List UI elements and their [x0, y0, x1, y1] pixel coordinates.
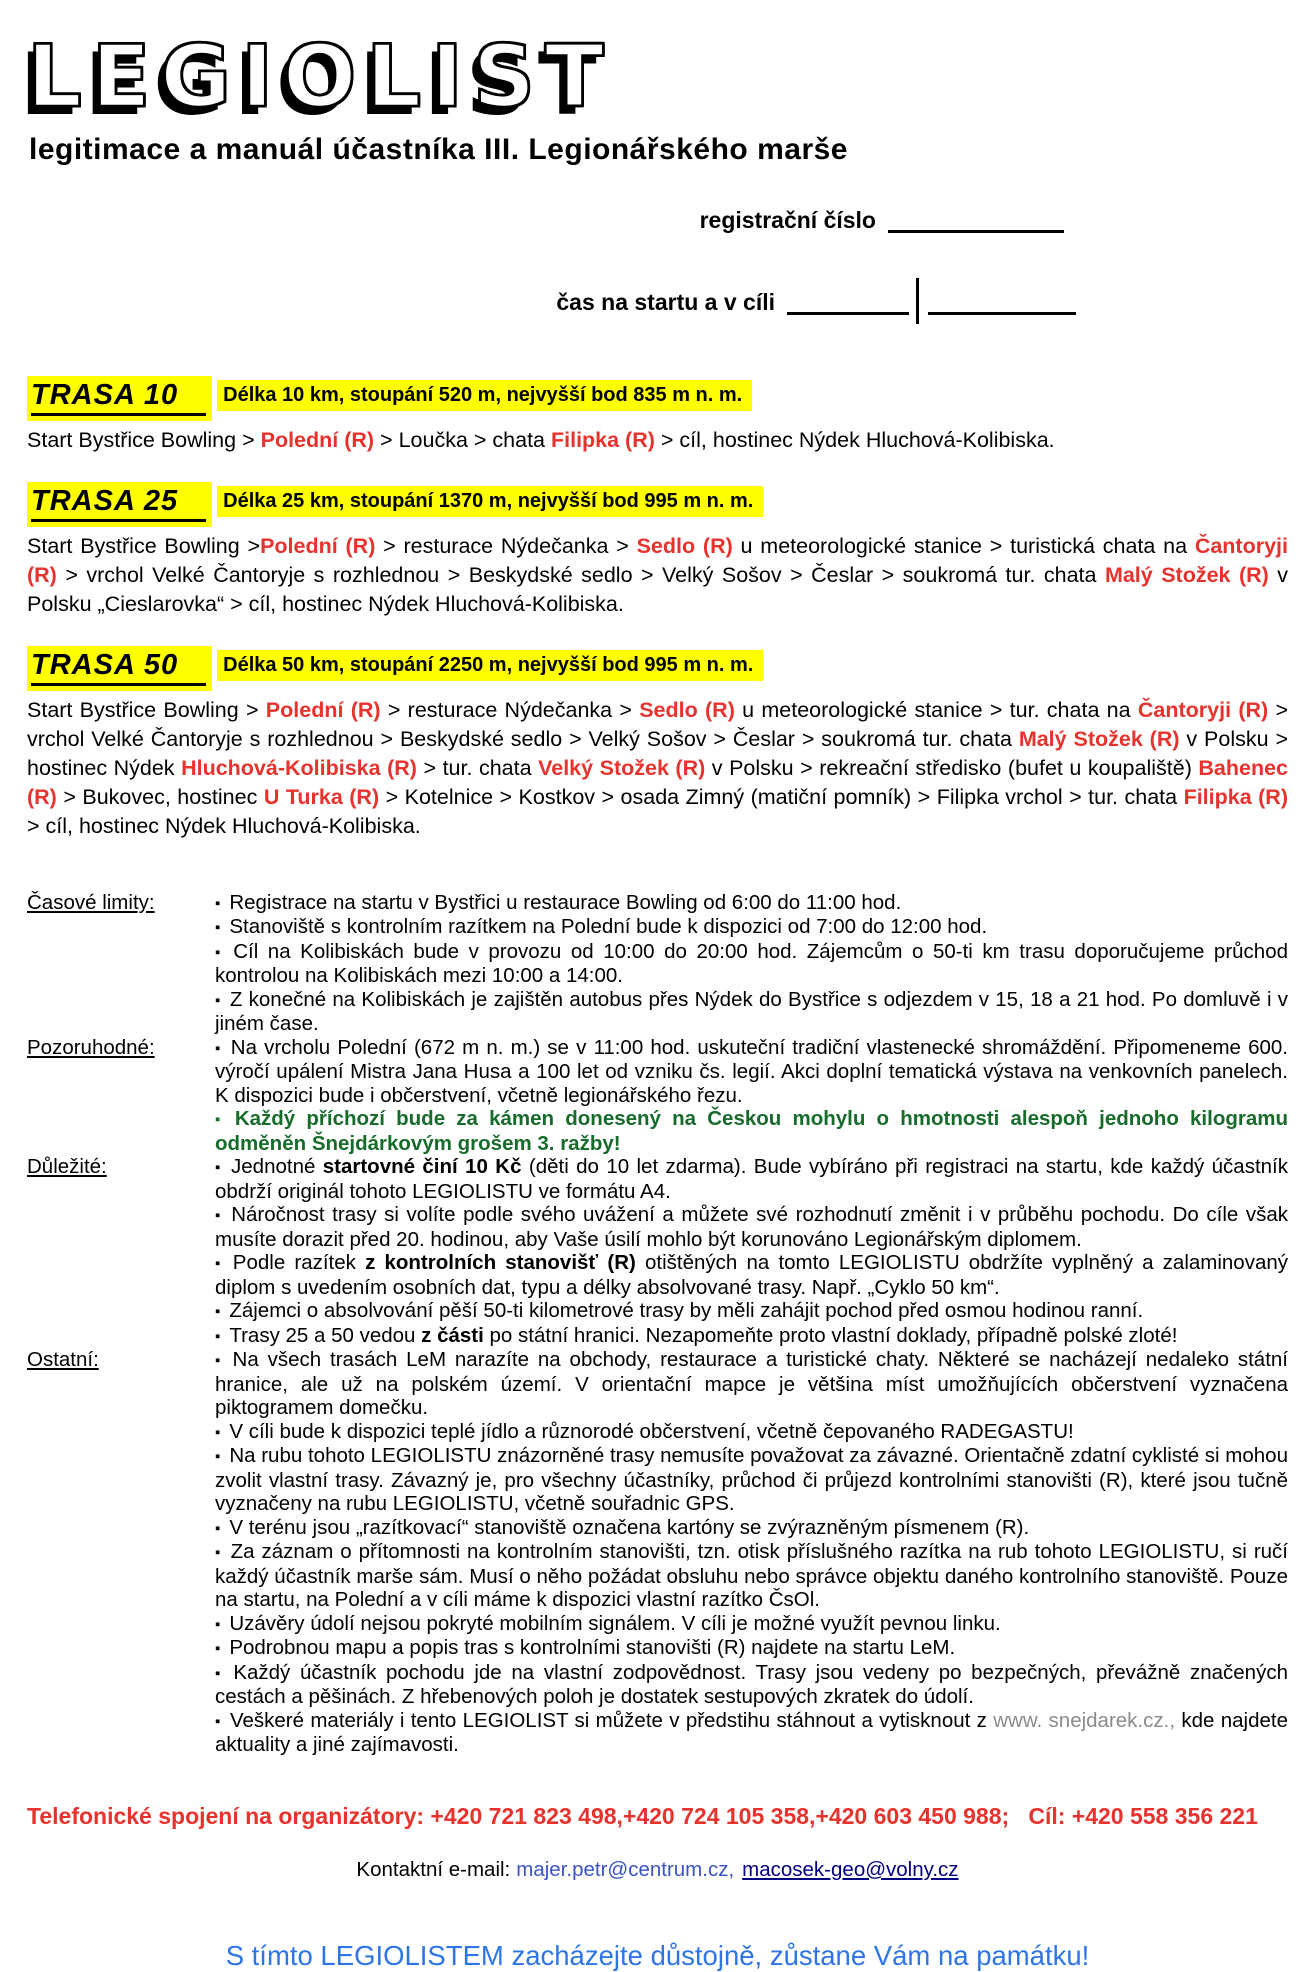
section-casove-limity [27, 891, 1288, 1036]
route-itinerary [27, 532, 1288, 619]
route-name-highlight [27, 646, 212, 691]
list-item [215, 1036, 1288, 1108]
bullet-icon: ▪ [215, 1255, 224, 1273]
start-finish-time-label: čas na startu a v cíli [556, 288, 775, 315]
bullet-icon: ▪ [215, 894, 221, 912]
section-items [215, 1155, 1288, 1348]
list-item [215, 1636, 1288, 1661]
bullet-icon: ▪ [215, 1615, 221, 1633]
text-run: > cíl, hostinec Nýdek Hluchová-Kolibiska. [654, 427, 1055, 452]
text-run: > resturace Nýdečanka > [375, 533, 637, 558]
bullet-icon: ▪ [215, 1712, 221, 1730]
list-item [215, 1516, 1288, 1541]
page-title: LEGIOLIST [27, 27, 614, 127]
bullet-icon: ▪ [215, 1519, 221, 1537]
bullet-icon: ▪ [215, 1640, 221, 1658]
text-run: v Polsku > hostinec Nýdek [27, 726, 1289, 780]
email-link-primary[interactable]: majer.petr@centrum.cz, [516, 1857, 735, 1881]
bullet-icon: ▪ [215, 1039, 222, 1057]
text-run: Podle razítek [232, 1251, 366, 1275]
section-dulezite [27, 1155, 1288, 1348]
text-run: > Bukovec, hostinec [56, 784, 264, 809]
list-item [215, 1612, 1288, 1637]
text-run: Veškeré materiály i tento LEGIOLIST si můžete v předstihu stáhnout a vytisknout z [229, 1708, 994, 1732]
text-run: > tur. chata [416, 755, 539, 780]
text-run: Cíl na Kolibiskách bude v provozu od 10:00 do 20:00 hod. Zájemcům o 50-ti km trasu doporučujeme průchod kontrolou na Kolibiskách mezi 10:00 a 14:00. [215, 939, 1288, 988]
registration-number-label: registrační číslo [699, 206, 876, 233]
text-run: Registrace na startu v Bystřici u restaurace Bowling od 6:00 do 11:00 hod. [229, 890, 902, 914]
text-run: po státní hranici. Nezapomeňte proto vlastní doklady, případně polské zloté! [483, 1323, 1178, 1347]
routes-list [27, 376, 1288, 841]
list-item [215, 915, 1288, 940]
route-trasa-50 [27, 646, 1288, 841]
text-run: Za záznam o přítomnosti na kontrolním stanovišti, tzn. otisk příslušného razítka na rub tohoto LEGIOLISTU, si ručí každý účastník marše sám. Musí o něho požádat obsluhu nebo správce objektu daného kontrolního stanoviště. Pouze na startu, na Polední a v cíli máme k dispozici vlastní razítko ČsOl. [215, 1540, 1288, 1612]
route-name-highlight [27, 482, 212, 527]
route-summary: Délka 50 km, stoupání 2250 m, nejvyšší bod 995 m n. m. [217, 650, 763, 681]
bullet-icon: ▪ [215, 1423, 221, 1441]
text-run: Sedlo (R) [636, 533, 733, 558]
section-label: Pozoruhodné: [27, 1035, 155, 1059]
text-run: Jednotné [231, 1155, 323, 1179]
email-label: Kontaktní e-mail: [356, 1857, 511, 1881]
text-run: z části [421, 1323, 484, 1347]
route-summary: Délka 25 km, stoupání 1370 m, nejvyšší bod 995 m n. m. [217, 486, 763, 517]
text-run: otištěných na tomto LEGIOLISTU obdržíte vyplněný a zalaminovaný diplom s uvedením osobních dat, typu a délky absolvované trasy. Např. „Cyklo 50 km“. [215, 1251, 1289, 1299]
text-run: Sedlo (R) [639, 697, 735, 722]
text-run: Trasy 25 a 50 vedou [229, 1323, 422, 1347]
text-run: > cíl, hostinec Nýdek Hluchová-Kolibiska. [27, 813, 421, 838]
text-run: > Kotelnice > Kostkov > osada Zimný (matiční pomník) > Filipka vrchol > tur. chata [379, 784, 1184, 809]
text-run: Stanoviště s kontrolním razítkem na Polední bude k dispozici od 7:00 do 12:00 hod. [229, 915, 988, 939]
text-run: Hluchová-Kolibiska (R) [181, 755, 417, 780]
list-item [215, 1155, 1288, 1203]
list-item [215, 1251, 1288, 1299]
registration-number-blank [888, 209, 1064, 233]
phone-contacts-line: Telefonické spojení na organizátory: +420 721 823 498,+420 724 105 358,+420 603 450 988; Cíl: +420 558 356 221 [27, 1802, 1258, 1829]
text-run: > vrchol Velké Čantoryje s rozhlednou > Beskydské sedlo > Velký Sošov > Česlar > soukromá tur. chata [27, 697, 1289, 751]
text-run: Malý Stožek (R) [1104, 562, 1269, 587]
list-item [215, 1324, 1288, 1349]
list-item [215, 1203, 1288, 1251]
route-heading [27, 482, 1288, 527]
section-items [215, 1348, 1288, 1757]
bullet-icon: ▪ [215, 1207, 223, 1225]
text-run: v Polsku „Cieslarovka“ > cíl, hostinec Nýdek Hluchová-Kolibiska. [27, 562, 1289, 616]
bullet-icon: ▪ [215, 1159, 223, 1177]
text-run: > Loučka > chata [374, 427, 551, 452]
list-item [215, 1540, 1288, 1612]
text-run: u meteorologické stanice > tur. chata na [734, 697, 1138, 722]
text-run: (děti do 10 let zdarma). Bude vybíráno při registraci na startu, kde každý účastník obdrží originál tohoto LEGIOLISTU ve formátu A4. [215, 1155, 1288, 1203]
route-trasa-10 [27, 376, 1288, 455]
bullet-icon: ▪ [215, 943, 225, 961]
list-item [215, 1444, 1288, 1516]
text-run: v Polsku > rekreační středisko (bufet u koupaliště) [705, 755, 1199, 780]
bullet-icon: ▪ [215, 1448, 221, 1466]
route-summary: Délka 10 km, stoupání 520 m, nejvyšší bod 835 m n. m. [217, 380, 752, 411]
list-item [215, 988, 1288, 1036]
info-sections [27, 891, 1288, 1757]
email-link-secondary[interactable]: macosek-geo@volny.cz [742, 1857, 959, 1881]
bullet-icon: ▪ [215, 1303, 221, 1321]
route-itinerary [27, 696, 1288, 841]
start-time-blank [787, 291, 909, 315]
bullet-icon: ▪ [215, 1544, 222, 1562]
section-label: Časové limity: [27, 890, 155, 914]
section-label: Ostatní: [27, 1348, 99, 1372]
text-run: Uzávěry údolí nejsou pokryté mobilním signálem. V cíli je možné využít pevnou linku. [229, 1611, 1001, 1635]
text-run: Bahenec (R) [27, 755, 1289, 809]
list-item [215, 1420, 1288, 1445]
text-run: Z konečné na Kolibiskách je zajištěn autobus přes Nýdek do Bystřice s odjezdem v 15, 18 a 21 hod. Po domluvě i v jiném čase. [215, 987, 1288, 1036]
page-subtitle: legitimace a manuál účastníka III. Legionářského marše [29, 132, 848, 166]
finish-time-blank [928, 291, 1076, 315]
text-run: Polední (R) [260, 427, 375, 452]
start-finish-time-line [27, 278, 1288, 324]
route-trasa-25 [27, 482, 1288, 619]
text-run: Polední (R) [260, 533, 376, 558]
text-run: Filipka (R) [1183, 784, 1288, 809]
section-label: Důležité: [27, 1155, 107, 1179]
text-run: kde najdete aktuality a jiné zajímavosti. [215, 1708, 1288, 1757]
text-run: Polední (R) [265, 697, 381, 722]
section-items [215, 1036, 1288, 1156]
bullet-icon: ▪ [215, 919, 221, 937]
route-name: TRASA 25 [31, 485, 206, 522]
email-contacts-line [27, 1858, 1288, 1882]
text-run: Zájemci o absolvování pěší 50-ti kilometrové trasy by měli zahájit pochod před osmou hodinou ranní. [229, 1299, 1144, 1323]
bullet-icon: ▪ [215, 1327, 221, 1345]
text-run: u meteorologické stanice > turistická chata na [732, 533, 1195, 558]
text-run: Každý účastník pochodu jde na vlastní zodpovědnost. Trasy jsou vedeny po bezpečných, převážně značených cestách a pěšinách. Z hřebenových poloh je dostatek sestupových zkratek do údolí. [215, 1660, 1288, 1709]
section-items [215, 891, 1288, 1036]
text-run: Start Bystřice Bowling > [27, 427, 261, 452]
text-run: www. snejdarek.cz., [993, 1708, 1176, 1732]
text-run: Každý příchozí bude za kámen donesený na Českou mohylu o hmotnosti alespoň jednoho kilogramu odměněn Šnejdárkovým grošem 3. ražby! [215, 1107, 1288, 1155]
text-run: V cíli bude k dispozici teplé jídlo a různorodé občerstvení, včetně čepovaného RADEGASTU! [229, 1419, 1074, 1443]
text-run: Podrobnou mapu a popis tras s kontrolními stanovišti (R) najdete na startu LeM. [229, 1636, 956, 1660]
text-run: Na rubu tohoto LEGIOLISTU znázorněné trasy nemusíte považovat za závazné. Orientačně zdatní cyklisté si mohou zvolit vlastní trasy. Závazný je, pro všechny účastníky, průchod či průjezd kontrolními stanovišti (R), které jsou tučně vyznačeny na rubu LEGIOLISTU, včetně souřadnic GPS. [215, 1444, 1288, 1516]
text-run: Na všech trasách LeM narazíte na obchody, restaurace a turistické chaty. Některé se nacházejí nedaleko státní hranice, ale už na polském území. V orientační mapce je většina míst umožňujících občerstvení vyznačena piktogramem domečku. [215, 1348, 1288, 1420]
section-pozoruhodne [27, 1036, 1288, 1156]
list-item-highlight-green [215, 1107, 1288, 1155]
route-name-highlight [27, 376, 212, 421]
list-item [215, 1348, 1288, 1420]
route-name: TRASA 10 [31, 379, 206, 416]
text-run: > resturace Nýdečanka > [380, 697, 640, 722]
registration-number-line [27, 207, 1288, 234]
text-run: Malý Stožek (R) [1018, 726, 1180, 751]
bullet-icon: ▪ [215, 991, 221, 1009]
section-ostatni [27, 1348, 1288, 1757]
route-itinerary [27, 426, 1288, 455]
route-name: TRASA 50 [31, 649, 206, 686]
bullet-icon: ▪ [215, 1352, 224, 1370]
text-run: Na vrcholu Polední (672 m n. m.) se v 11:00 hod. uskuteční tradiční vlastenecké shromáždění. Připomeneme 600. výročí upálení Mistra Jana Husa a 100 let od vzniku čs. legií. Akci doplní tematická výstava na venkovních panelech. K dispozici bude i občerstvení, včetně legionářského řezu. [215, 1035, 1288, 1107]
text-run: Start Bystřice Bowling > [27, 533, 261, 558]
text-run: V terénu jsou „razítkovací“ stanoviště označena kartóny se zvýrazněným písmenem (R). [229, 1515, 1030, 1539]
list-item [215, 1709, 1288, 1757]
text-run: Start Bystřice Bowling > [27, 697, 266, 722]
list-item [215, 891, 1288, 916]
bullet-icon: ▪ [215, 1111, 226, 1129]
route-heading [27, 376, 1288, 421]
closing-note: S tímto LEGIOLISTEM zacházejte důstojně, zůstane Vám na památku! [225, 1939, 1090, 1971]
text-run: z kontrolních stanovišť (R) [365, 1251, 636, 1275]
route-heading [27, 646, 1288, 691]
list-item [215, 940, 1288, 988]
list-item [215, 1299, 1288, 1324]
text-run: Čantoryji (R) [27, 533, 1288, 587]
list-item [215, 1661, 1288, 1709]
text-run: Čantoryji (R) [1137, 697, 1269, 722]
text-run: Náročnost trasy si volíte podle svého uvážení a můžete své rozhodnutí změnit i v průběhu pochodu. Do cíle však musíte dorazit před 20. hodinou, aby Vaše úsilí mohlo být korunováno Legionářským diplomem. [215, 1203, 1288, 1251]
time-separator-bar [916, 278, 919, 324]
bullet-icon: ▪ [215, 1664, 225, 1682]
text-run: Filipka (R) [550, 427, 655, 452]
text-run: > vrchol Velké Čantoryje s rozhlednou > Beskydské sedlo > Velký Sošov > Česlar > soukromá tur. chata [56, 562, 1105, 587]
text-run: startovné činí 10 Kč [322, 1155, 522, 1179]
text-run: U Turka (R) [263, 784, 380, 809]
text-run: Velký Stožek (R) [538, 755, 706, 780]
